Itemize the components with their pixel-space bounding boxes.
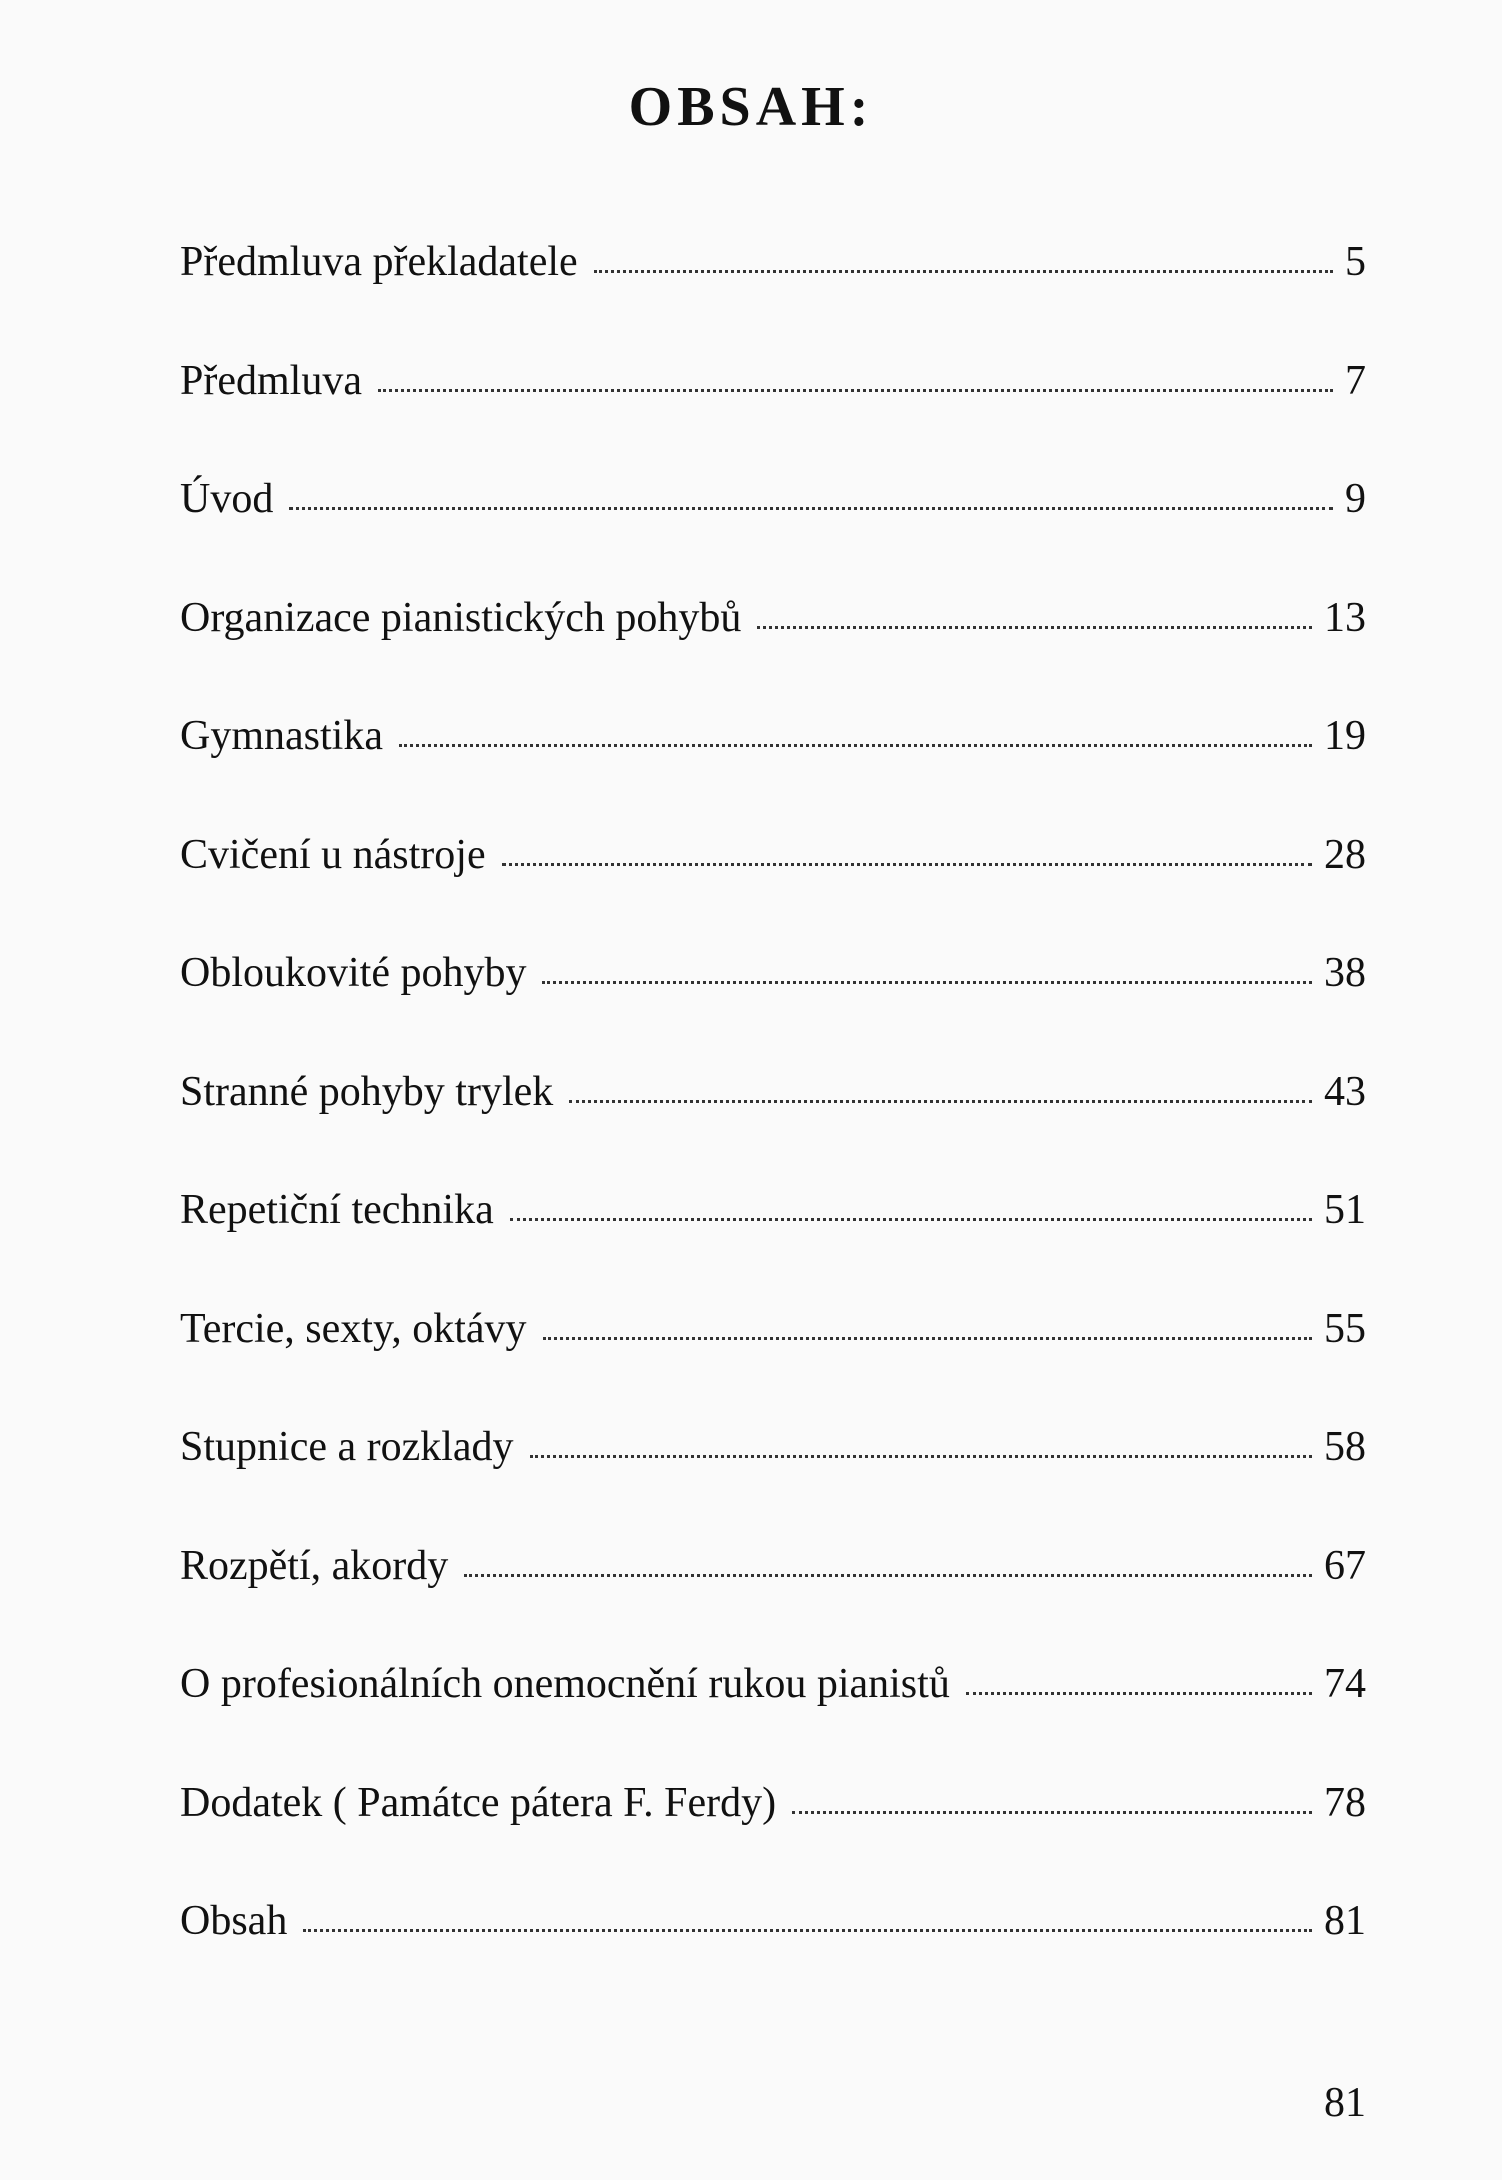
dot-leader [792,1810,1312,1814]
toc-entry-title: Rozpětí, akordy [180,1542,449,1589]
toc-entry-title: O profesionálních onemocnění rukou pianistů [180,1661,950,1707]
toc-entry [180,1654,1366,1773]
toc-entry [180,351,1366,470]
dot-leader [543,1336,1312,1340]
toc-entry-title: Repetiční technika [180,1187,494,1233]
toc-entry-page: 58 [1324,1424,1366,1470]
toc-entry-page: 81 [1324,1898,1366,1944]
toc-entry [180,825,1366,944]
toc-entry [180,706,1366,825]
toc-entry-page: 38 [1324,950,1366,996]
toc-entry-page: 13 [1324,594,1366,641]
dot-leader [530,1454,1312,1458]
toc-entry [180,943,1366,1062]
toc-entry [180,1536,1366,1655]
toc-entry-title: Předmluva překladatele [180,239,578,285]
dot-leader [510,1217,1312,1221]
toc-entry [180,1062,1366,1181]
toc-entry-page: 43 [1324,1068,1366,1115]
toc-entry [180,232,1366,351]
toc-entry-page: 67 [1324,1542,1366,1589]
dot-leader [378,388,1333,392]
toc-entry-title: Dodatek ( Památce pátera F. Ferdy) [180,1779,777,1826]
toc-entry-page: 55 [1324,1305,1366,1352]
dot-leader [757,625,1312,629]
toc-entry [180,588,1366,707]
toc-entry-title: Úvod [180,476,274,522]
toc-entry [180,1299,1366,1418]
toc-entry [180,469,1366,588]
toc-entry [180,1417,1366,1536]
toc-entry-page: 19 [1324,713,1366,759]
toc-entry-title: Gymnastika [180,713,383,759]
toc-entry-page: 5 [1345,239,1366,285]
dot-leader [399,743,1312,747]
toc-entry [180,1891,1366,2010]
toc-entry-title: Předmluva [180,357,362,404]
dot-leader [464,1573,1312,1577]
dot-leader [303,1928,1312,1932]
toc-entry-page: 74 [1324,1661,1366,1707]
toc-entry-title: Obloukovité pohyby [180,950,527,996]
toc-entry-title: Tercie, sexty, oktávy [180,1305,527,1352]
toc-entry-page: 9 [1345,476,1366,522]
toc-entry-title: Cvičení u nástroje [180,831,486,878]
toc-entry-page: 28 [1324,831,1366,878]
page-number: 81 [1324,2080,1366,2126]
toc-entry-page: 7 [1345,357,1366,404]
dot-leader [289,506,1333,510]
toc-entry-page: 51 [1324,1187,1366,1233]
toc-entry-title: Stupnice a rozklady [180,1424,514,1470]
toc-entry-title: Stranné pohyby trylek [180,1068,554,1115]
dot-leader [594,269,1333,273]
toc-entry-title: Organizace pianistických pohybů [180,594,742,641]
dot-leader [502,862,1312,866]
dot-leader [542,980,1312,984]
dot-leader [966,1691,1312,1695]
toc-entry-title: Obsah [180,1898,288,1944]
toc-entry-page: 78 [1324,1779,1366,1826]
toc-entry [180,1180,1366,1299]
table-of-contents [180,232,1366,2010]
dot-leader [569,1099,1312,1103]
toc-entry [180,1773,1366,1892]
page-title: OBSAH: [628,76,874,138]
